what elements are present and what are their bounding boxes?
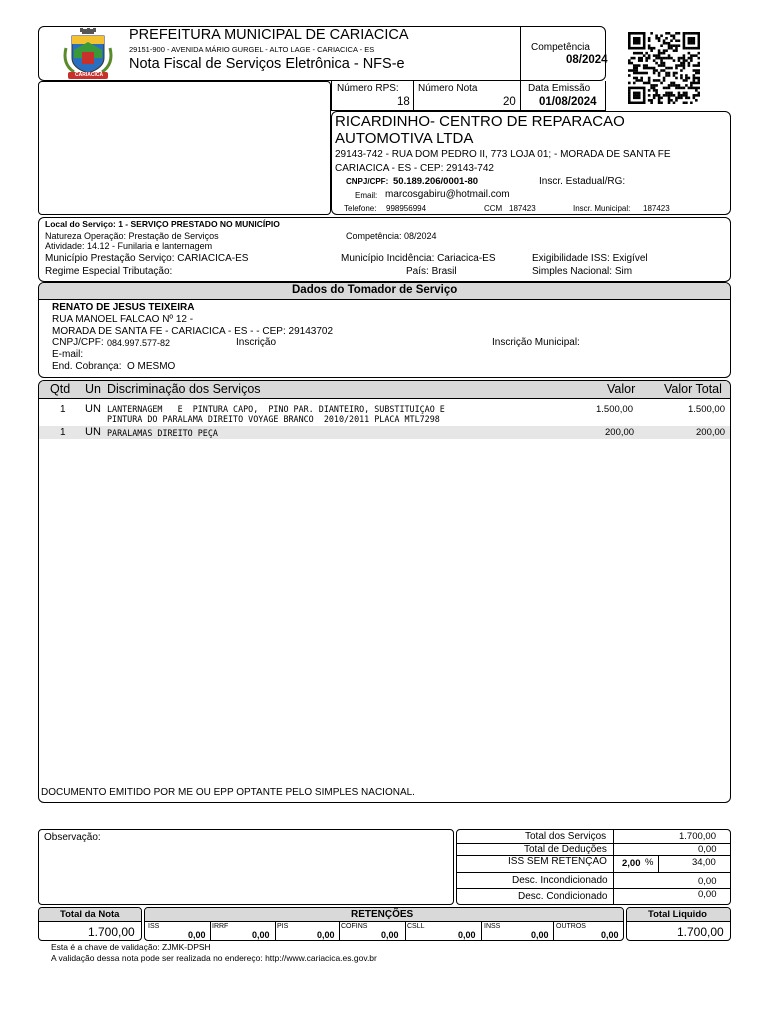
tomador-cnpj-label: CNPJ/CPF:	[52, 337, 104, 348]
competencia-label: Competência	[531, 42, 590, 53]
iss-label: ISS SEM RETENÇAO	[508, 856, 607, 867]
validation-key: Esta é a chave de validação: ZJMK-DPSH	[51, 942, 211, 952]
retencoes-label: RETENÇÕES	[351, 909, 414, 920]
tomador-cnpj-value: 084.997.577-82	[107, 338, 171, 348]
ret-divider-2	[275, 921, 276, 940]
prestador-im-label: Inscr. Municipal:	[573, 204, 631, 213]
tomador-inscricao-label: Inscrição	[236, 337, 277, 348]
row2-desc-line1: PARALAMAS DIREITO PEÇA	[107, 428, 218, 438]
tomador-address-line2: MORADA DE SANTA FE - CARIACICA - ES - - CEP: 29143702	[52, 326, 334, 337]
ret-csll-label: CSLL	[407, 923, 425, 930]
ret-inss-value: 0,00	[531, 930, 549, 940]
ret-irrf-value: 0,00	[252, 930, 270, 940]
rps-value: 18	[397, 96, 410, 108]
row1-desc-line2: PINTURA DO PARALAMA DIREITO VOYAGE BRANCO 2010/2011 PLACA MTL7298	[107, 414, 440, 424]
logo-ribbon-text: CARIACICA	[75, 72, 104, 78]
ret-divider-5	[481, 921, 482, 940]
municipio-incidencia: Município Incidência: Cariacica-ES	[341, 253, 496, 264]
ret-outros-label: OUTROS	[556, 923, 586, 930]
ret-divider-3	[339, 921, 340, 940]
services-box	[38, 380, 731, 803]
ret-cofins-value: 0,00	[381, 930, 399, 940]
qr-code[interactable]	[628, 32, 700, 104]
desc-incond-value: 0,00	[698, 876, 717, 887]
prestador-ccm-label: CCM	[484, 204, 503, 213]
ret-cofins-label: COFINS	[341, 923, 368, 930]
col-total-header: Valor Total	[664, 382, 722, 396]
ret-iss-value: 0,00	[188, 930, 206, 940]
atividade: Atividade: 14.12 - Funilaria e lanternagem	[45, 241, 213, 251]
competencia-divider	[520, 27, 521, 80]
iss-value: 34,00	[692, 857, 716, 868]
prestador-phone-label: Telefone:	[344, 204, 377, 213]
prefeitura-address: 29151-900 - AVENIDA MÁRIO GURGEL - ALTO LAGE - CARIACICA - ES	[129, 45, 375, 54]
total-servicos-label: Total dos Serviços	[525, 831, 607, 842]
prestador-ccm-value: 187423	[509, 204, 536, 213]
blank-left-box	[38, 81, 331, 215]
desc-cond-value: 0,00	[698, 889, 717, 900]
nota-value: 20	[503, 96, 516, 108]
regime-especial: Regime Especial Tributação:	[45, 266, 173, 277]
competencia-value: 08/2024	[566, 54, 608, 66]
col-qtd-header: Qtd	[50, 382, 71, 396]
natureza-operacao: Natureza Operação: Prestação de Serviços	[45, 231, 219, 241]
totals-divider	[613, 830, 614, 904]
ret-pis-label: PIS	[277, 923, 289, 930]
ret-inss-label: INSS	[484, 923, 501, 930]
row2-un: UN	[85, 426, 101, 438]
simples-footer-note: DOCUMENTO EMITIDO POR ME OU EPP OPTANTE PELO SIMPLES NACIONAL.	[41, 787, 415, 798]
prestador-address-line2: CARIACICA - ES - CEP: 29143-742	[335, 163, 494, 174]
prestador-im-value: 187423	[643, 204, 670, 213]
col-desc-header: Discriminação dos Serviços	[107, 382, 261, 396]
col-valor-header: Valor	[607, 382, 636, 396]
prestador-address-line1: 29143-742 - RUA DOM PEDRO II, 773 LOJA 01; - MORADA DE SANTA FE	[335, 149, 671, 160]
total-nota-label: Total da Nota	[60, 909, 120, 920]
tomador-name: RENATO DE JESUS TEIXEIRA	[52, 302, 195, 313]
ret-iss-label: ISS	[148, 923, 160, 930]
prefeitura-title: PREFEITURA MUNICIPAL DE CARIACICA	[129, 27, 409, 43]
iss-rate: 2,00	[622, 858, 641, 869]
row2-total: 200,00	[696, 427, 726, 438]
numbers-divider-2	[520, 81, 521, 111]
tomador-cobranca-value: O MESMO	[127, 361, 176, 372]
row1-qtd: 1	[60, 404, 66, 415]
tomador-address-line1: RUA MANOEL FALCAO Nº 12 -	[52, 314, 194, 325]
total-liquido-value: 1.700,00	[677, 925, 724, 939]
totals-line-3	[457, 872, 730, 873]
ret-pis-value: 0,00	[317, 930, 335, 940]
ret-csll-value: 0,00	[458, 930, 476, 940]
ret-outros-value: 0,00	[601, 930, 619, 940]
tomador-cobranca-label: End. Cobrança:	[52, 361, 122, 372]
row1-un: UN	[85, 403, 101, 415]
cariacica-coat-of-arms-logo	[60, 28, 116, 80]
prestador-email-value: marcosgabiru@hotmail.com	[385, 189, 510, 200]
local-servico: Local do Serviço: 1 - SERVIÇO PRESTADO NO MUNICÍPIO	[45, 219, 280, 229]
rps-label: Número RPS:	[337, 83, 399, 94]
total-deducoes-value: 0,00	[698, 844, 717, 855]
tomador-email-label: E-mail:	[52, 349, 84, 360]
prestador-email-label: Email:	[355, 191, 378, 200]
row2-valor: 200,00	[605, 427, 635, 438]
pais: País: Brasil	[406, 266, 457, 277]
prestador-name-line1: RICARDINHO- CENTRO DE REPARACAO	[335, 113, 625, 130]
row2-qtd: 1	[60, 427, 66, 438]
prestador-cnpj-value: 50.189.206/0001-80	[393, 176, 479, 187]
iss-rate-divider	[658, 856, 659, 872]
ret-divider-6	[553, 921, 554, 940]
row1-valor: 1.500,00	[596, 404, 633, 415]
total-liquido-label: Total Liquido	[648, 909, 707, 920]
col-un-header: Un	[85, 382, 101, 396]
prestador-phone-value: 998956994	[386, 204, 427, 213]
tomador-section-title: Dados do Tomador de Serviço	[292, 284, 458, 296]
nota-label: Número Nota	[418, 83, 478, 94]
total-nota-value: 1.700,00	[88, 925, 135, 939]
ret-irrf-label: IRRF	[212, 923, 229, 930]
ret-divider-4	[405, 921, 406, 940]
ret-divider-1	[210, 921, 211, 940]
service-competencia: Competência: 08/2024	[346, 231, 437, 241]
tomador-im-label: Inscrição Municipal:	[492, 337, 580, 348]
iss-pct: %	[645, 857, 654, 868]
prestador-ie-label: Inscr. Estadual/RG:	[539, 176, 626, 187]
emissao-label: Data Emissão	[528, 83, 591, 94]
nfse-subtitle: Nota Fiscal de Serviços Eletrônica - NFS-e	[129, 56, 405, 72]
simples-nacional: Simples Nacional: Sim	[532, 266, 633, 277]
desc-incond-label: Desc. Incondicionado	[512, 875, 608, 886]
observacao-label: Observação:	[44, 832, 101, 843]
total-deducoes-label: Total de Deduções	[524, 844, 607, 855]
totals-line-4	[457, 888, 730, 889]
total-servicos-value: 1.700,00	[679, 831, 716, 842]
emissao-value: 01/08/2024	[539, 96, 597, 108]
row1-total: 1.500,00	[688, 404, 725, 415]
numbers-divider-1	[413, 81, 414, 111]
validation-url[interactable]: A validação dessa nota pode ser realizada no endereço: http://www.cariacica.es.gov.br	[51, 953, 377, 963]
exigibilidade-iss: Exigibilidade ISS: Exigível	[532, 253, 648, 264]
row1-desc-line1: LANTERNAGEM E PINTURA CAPO, PINO PAR. DIANTEIRO, SUBSTITUIÇAO E	[107, 404, 445, 414]
municipio-prestacao: Município Prestação Serviço: CARIACICA-ES	[45, 253, 249, 264]
prestador-name-line2: AUTOMOTIVA LTDA	[335, 130, 474, 147]
prestador-cnpj-label: CNPJ/CPF:	[346, 177, 389, 186]
desc-cond-label: Desc. Condicionado	[518, 891, 608, 902]
